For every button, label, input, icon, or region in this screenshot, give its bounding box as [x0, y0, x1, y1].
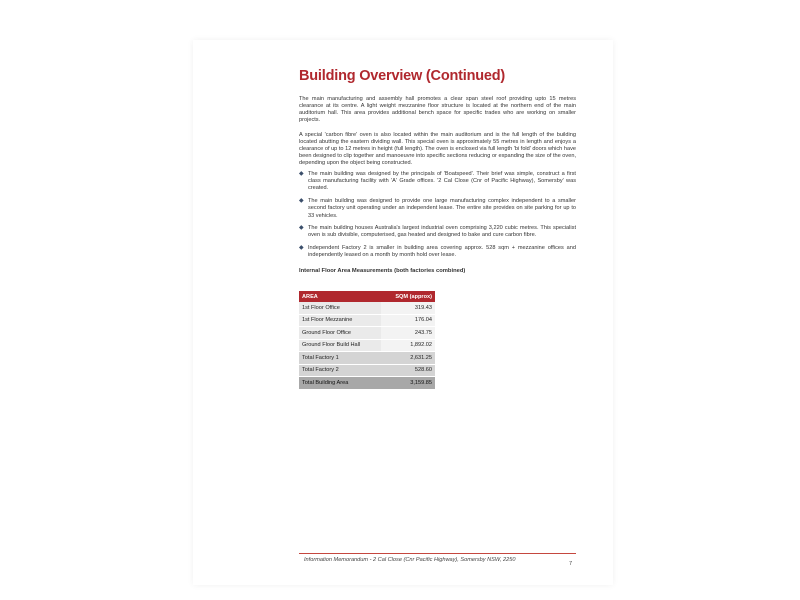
- column-header-area: AREA: [299, 291, 381, 302]
- bullet-item: [299, 198, 576, 220]
- diamond-bullet-icon: ◆: [299, 245, 304, 252]
- area-cell: Total Building Area: [299, 377, 381, 390]
- bullet-list: [299, 171, 576, 265]
- sqm-cell: 319.43: [381, 302, 435, 314]
- page-number: 7: [569, 561, 573, 567]
- table-row: [299, 339, 435, 352]
- area-cell: Total Factory 1: [299, 352, 381, 365]
- bullet-text: The main building was designed to provide one large manufacturing complex independent to a smaller second factory unit operating under an independent lease. The entire site provides on site parking for up to 33 vehicles.: [308, 198, 576, 219]
- table-total-row: [299, 364, 435, 377]
- bullet-text: The main building was designed by the principals of 'Boatspeed'. Their brief was simple, construct a first class manufacturing facility with 'A' Grade offices. '2 Cal Close (Cnr of Pacific Highway), Somersby' was created.: [308, 171, 576, 192]
- area-cell: Ground Floor Office: [299, 327, 381, 340]
- area-cell: Total Factory 2: [299, 364, 381, 377]
- paragraph-2: A special 'carbon fibre' oven is also located within the main auditorium and is the full length of the building located abutting the eastern dividing wall. This special oven is approximately 55 metres in length and enjoys a clearance of up to 12 metres in height (full length). The oven is enclosed via full length 'bi fold' doors which have been designed to clip together and manoeuvre into specific sections reducing or expanding the size of the oven, depending upon the object being constructed.: [299, 131, 576, 167]
- bullet-item: [299, 225, 576, 239]
- sqm-cell: 243.75: [381, 327, 435, 340]
- area-cell: 1st Floor Office: [299, 302, 381, 314]
- floor-area-table: [299, 291, 435, 390]
- column-header-sqm: SQM (approx): [381, 291, 435, 302]
- table-row: [299, 327, 435, 340]
- bullet-item: [299, 171, 576, 193]
- diamond-bullet-icon: ◆: [299, 198, 304, 205]
- table-row: [299, 314, 435, 327]
- bullet-text: The main building houses Australia's largest industrial oven comprising 3,220 cubic metres. This specialist oven is sub divisible, computerised, gas heated and designed to bake and cure carbon fibre.: [308, 225, 576, 239]
- table-row: [299, 302, 435, 314]
- table-total-row: [299, 352, 435, 365]
- sqm-cell: 176.04: [381, 314, 435, 327]
- table-header-row: [299, 291, 435, 302]
- table-grand-total-row: [299, 377, 435, 390]
- diamond-bullet-icon: ◆: [299, 171, 304, 177]
- table-subheading: Internal Floor Area Measurements (both factories combined): [299, 268, 466, 274]
- paragraph-1: The main manufacturing and assembly hall promotes a clear span steel roof providing upto 15 metres clearance at its centre. A light weight mezzanine floor structure is located at the northern end of the main auditorium hall. This area provides additional bench space for specific trades who are working on smaller projects.: [299, 95, 576, 124]
- sqm-cell: 1,892.02: [381, 339, 435, 352]
- sqm-cell: 2,631.25: [381, 352, 435, 365]
- area-cell: 1st Floor Mezzanine: [299, 314, 381, 327]
- footer-text: Information Memorandum - 2 Cal Close (Cnr Pacific Highway), Somersby NSW, 2250: [304, 557, 516, 563]
- area-cell: Ground Floor Build Hall: [299, 339, 381, 352]
- sqm-cell: 528.60: [381, 364, 435, 377]
- diamond-bullet-icon: ◆: [299, 225, 304, 232]
- bullet-text: Independent Factory 2 is smaller in building area covering approx. 528 sqm + mezzanine offices and independently leased on a month by month hold over lease.: [308, 245, 576, 259]
- footer-divider: [299, 553, 576, 554]
- bullet-item: [299, 245, 576, 259]
- page-title: Building Overview (Continued): [299, 68, 506, 84]
- sqm-cell: 3,159.85: [381, 377, 435, 390]
